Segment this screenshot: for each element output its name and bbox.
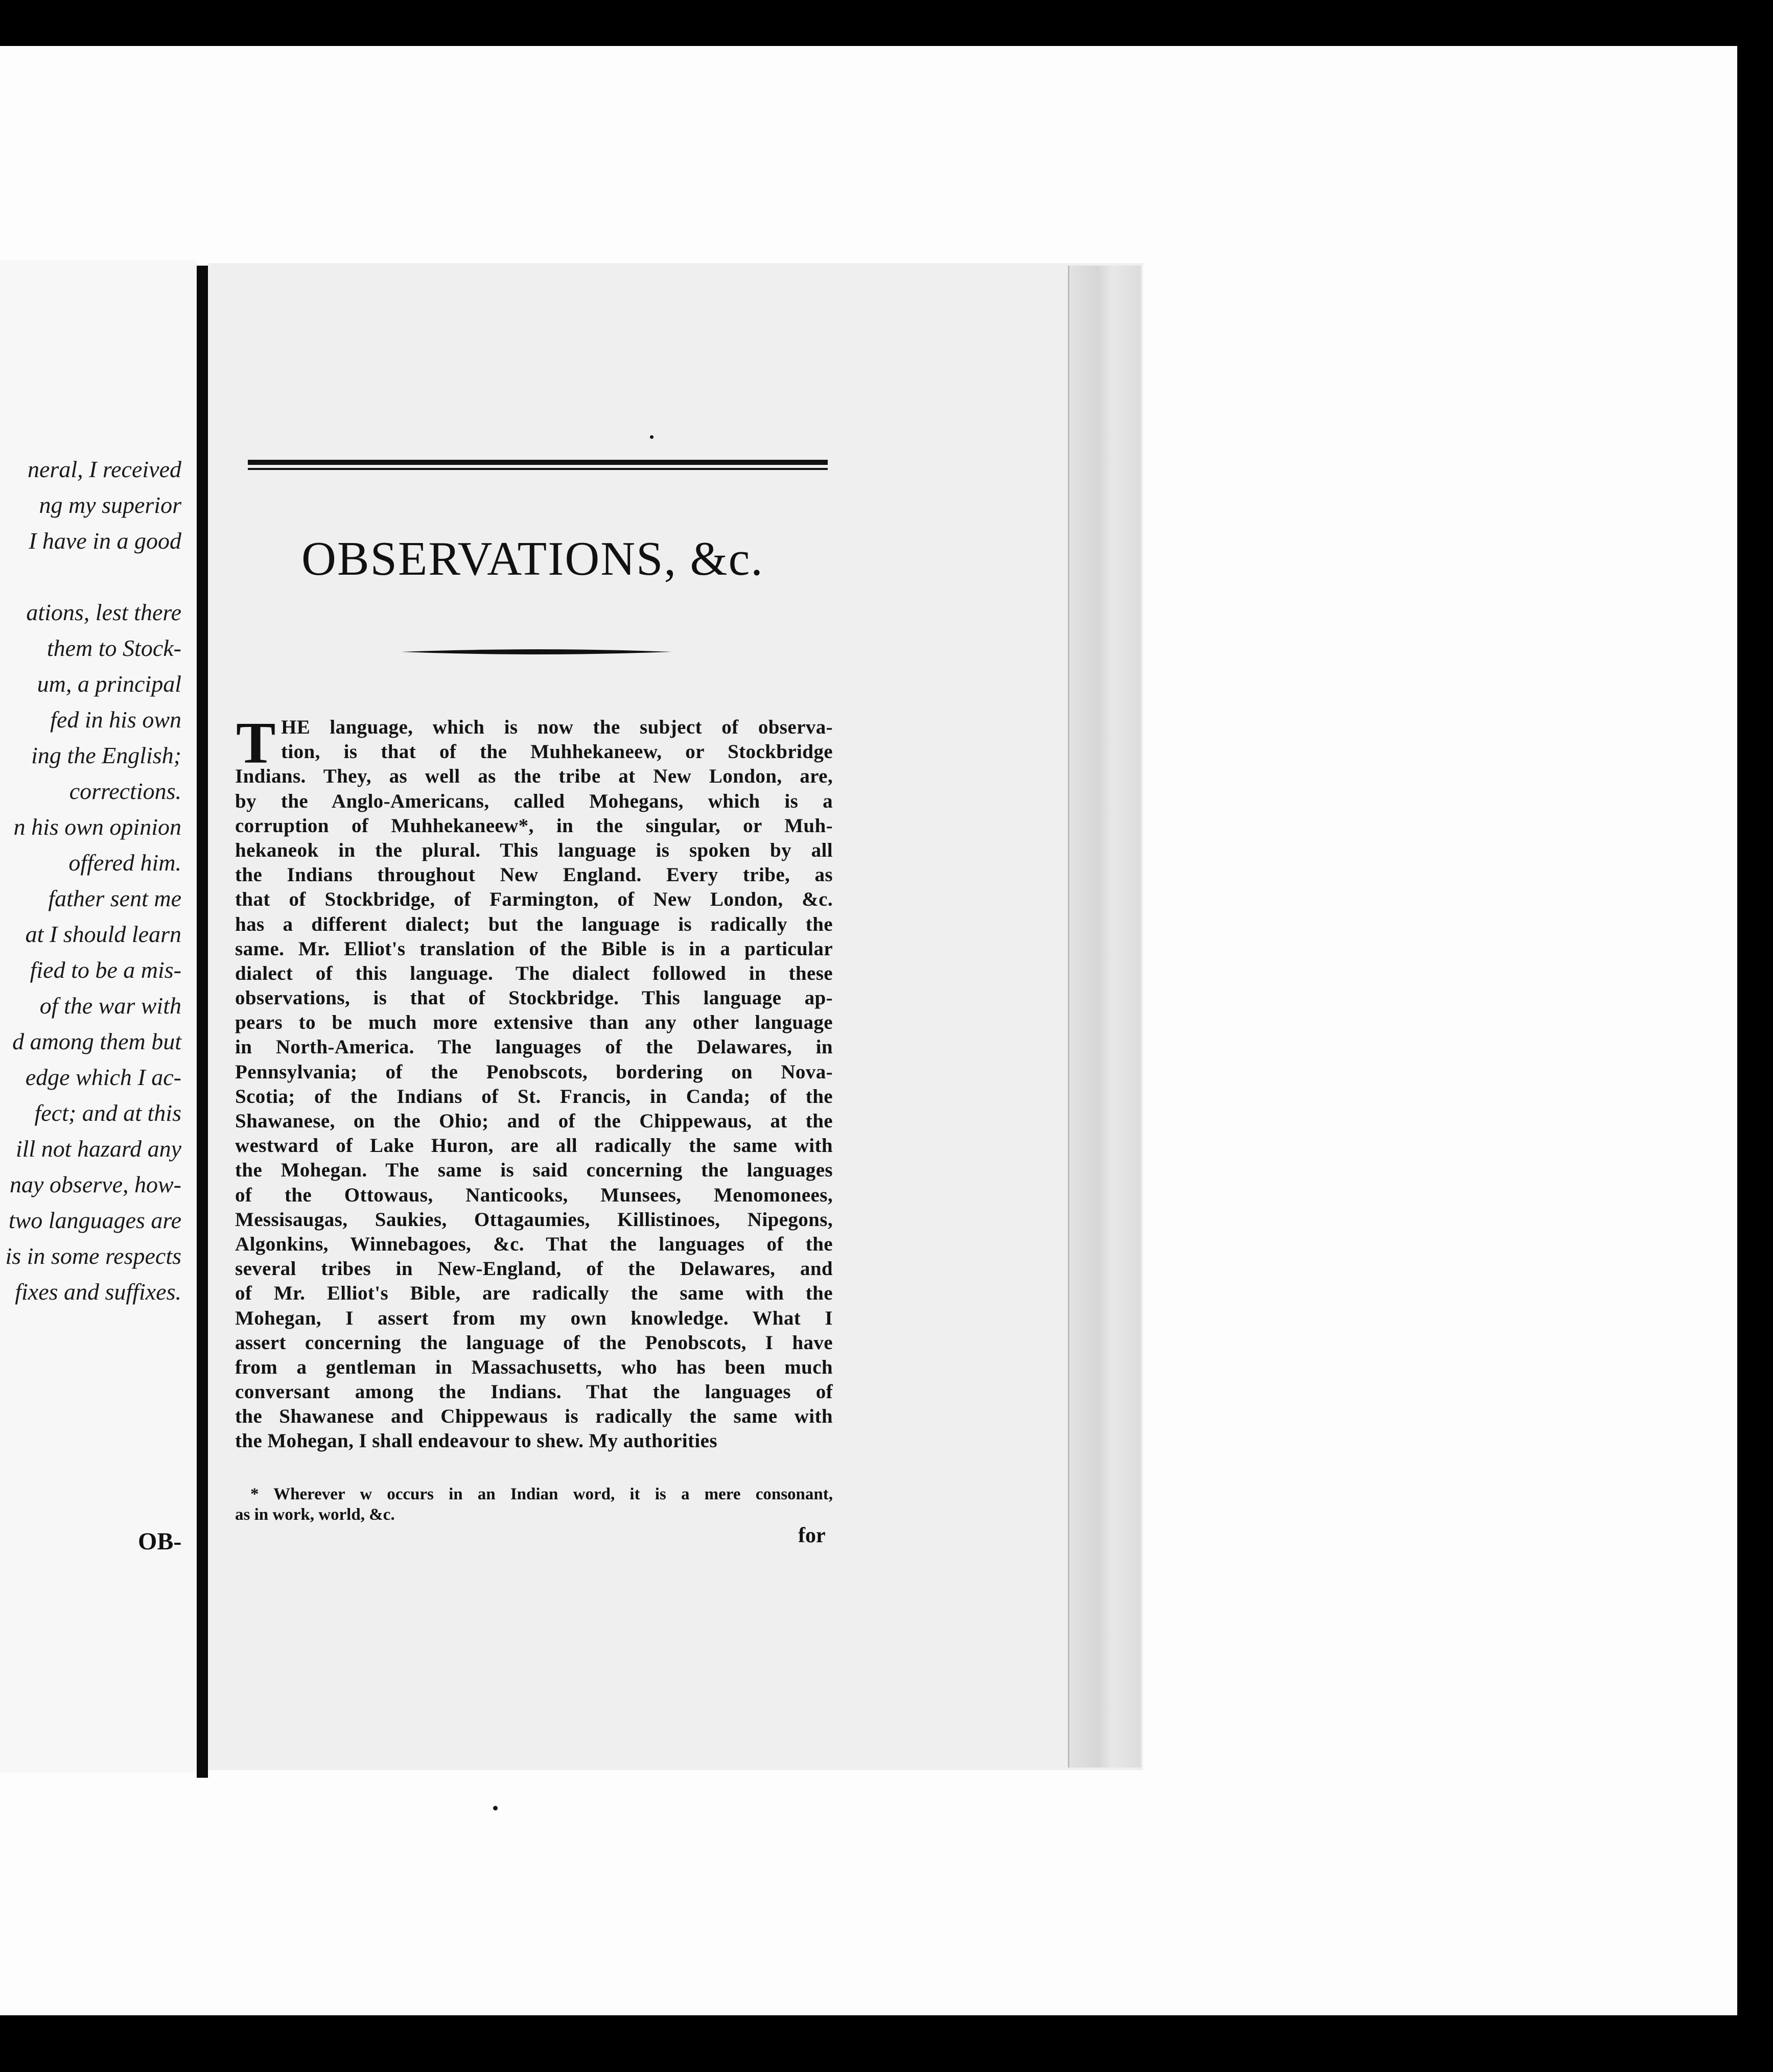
left-text-line: um, a principal (37, 671, 181, 697)
body-line: Shawanese, on the Ohio; and of the Chippewaus, at the (235, 1110, 833, 1132)
left-text-line: is in some respects (5, 1243, 181, 1269)
page-edges (1068, 266, 1141, 1768)
left-text-line: ations, lest there (26, 599, 181, 625)
left-text-line: ing the English; (31, 742, 181, 768)
body-line: HE language, which is now the subject of observa- (281, 716, 833, 738)
body-line: by the Anglo-Americans, called Mohegans, which is a (235, 790, 833, 812)
body-text (235, 711, 833, 1454)
body-line: the Mohegan. The same is said concerning the languages (235, 1159, 833, 1182)
body-line: the Indians throughout New England. Every tribe, as (235, 864, 833, 886)
left-text-line: fixes and suffixes. (15, 1279, 181, 1305)
ornamental-rule (401, 648, 672, 656)
body-line: hekaneok in the plural. This language is spoken by all (235, 839, 833, 861)
body-line: Scotia; of the Indians of St. Francis, in Canda; of the (235, 1085, 833, 1108)
left-page (0, 261, 197, 1773)
stray-mark (493, 1806, 498, 1810)
left-text-line: edge which I ac- (25, 1064, 181, 1090)
body-line: Indians. They, as well as the tribe at New London, are, (235, 765, 833, 788)
left-text-line: I have in a good (29, 528, 181, 554)
book-gutter (197, 266, 208, 1778)
left-text-line: of the war with (39, 993, 181, 1019)
body-line: observations, is that of Stockbridge. This language ap- (235, 987, 833, 1009)
footnote (235, 1484, 833, 1525)
left-catchword: OB- (138, 1528, 182, 1555)
body-line: several tribes in New-England, of the Delawares, and (235, 1258, 833, 1280)
body-line: dialect of this language. The dialect followed in these (235, 962, 833, 984)
scan-border (1737, 46, 1773, 2015)
left-text-line: father sent me (48, 885, 181, 911)
body-line: that of Stockbridge, of Farmington, of New London, &c. (235, 888, 833, 911)
body-line: assert concerning the language of the Penobscots, I have (235, 1331, 833, 1354)
left-text-line: fect; and at this (34, 1100, 181, 1126)
left-text-line: them to Stock- (46, 635, 181, 661)
body-line: of the Ottowaus, Nanticooks, Munsees, Menomonees, (235, 1184, 833, 1206)
body-line: from a gentleman in Massachusetts, who has been much (235, 1356, 833, 1378)
left-text-line: n his own opinion (13, 814, 181, 840)
left-text-line: ng my superior (39, 492, 181, 518)
body-line: corruption of Muhhekaneew*, in the singular, or Muh- (235, 814, 833, 837)
body-line: Algonkins, Winnebagoes, &c. That the languages of the (235, 1233, 833, 1255)
body-line: has a different dialect; but the language is radically the (235, 913, 833, 935)
drop-cap: T (236, 711, 276, 776)
page-title: OBSERVATIONS, &c. (301, 532, 764, 585)
left-text-line: nay observe, how- (10, 1171, 181, 1197)
body-line: Mohegan, I assert from my own knowledge. What I (235, 1307, 833, 1329)
body-line: same. Mr. Elliot's translation of the Bible is in a particular (235, 937, 833, 960)
footnote-line: as in work, world, &c. (235, 1505, 395, 1524)
left-text-line: neral, I received (28, 456, 181, 482)
footnote-line: * Wherever w occurs in an Indian word, it is a mere consonant, (250, 1485, 833, 1503)
left-text-line: corrections. (69, 778, 181, 804)
body-line: the Shawanese and Chippewaus is radically the same with (235, 1405, 833, 1428)
body-line: pears to be much more extensive than any other language (235, 1011, 833, 1034)
left-text-line: fed in his own (50, 707, 181, 733)
header-rule (248, 460, 828, 470)
stray-mark (650, 435, 654, 439)
body-line: conversant among the Indians. That the languages of (235, 1381, 833, 1403)
body-line: in North-America. The languages of the Delawares, in (235, 1036, 833, 1058)
body-line: westward of Lake Huron, are all radically the same with (235, 1135, 833, 1157)
left-text-line: two languages are (8, 1207, 181, 1233)
body-line: tion, is that of the Muhhekaneew, or Stockbridge (281, 741, 833, 763)
left-text-line: offered him. (68, 850, 181, 876)
body-line: of Mr. Elliot's Bible, are radically the same with the (235, 1282, 833, 1305)
catchword: for (798, 1524, 826, 1547)
left-text-line: d among them but (12, 1028, 181, 1054)
left-text-line: at I should learn (25, 921, 181, 947)
left-text-line: ill not hazard any (15, 1136, 181, 1162)
body-line: Pennsylvania; of the Penobscots, bordering on Nova- (235, 1061, 833, 1083)
body-line: the Mohegan, I shall endeavour to shew. My authorities (235, 1430, 717, 1452)
body-line: Messisaugas, Saukies, Ottagaumies, Killistinoes, Nipegons, (235, 1208, 833, 1231)
left-text-line: fied to be a mis- (30, 957, 181, 983)
